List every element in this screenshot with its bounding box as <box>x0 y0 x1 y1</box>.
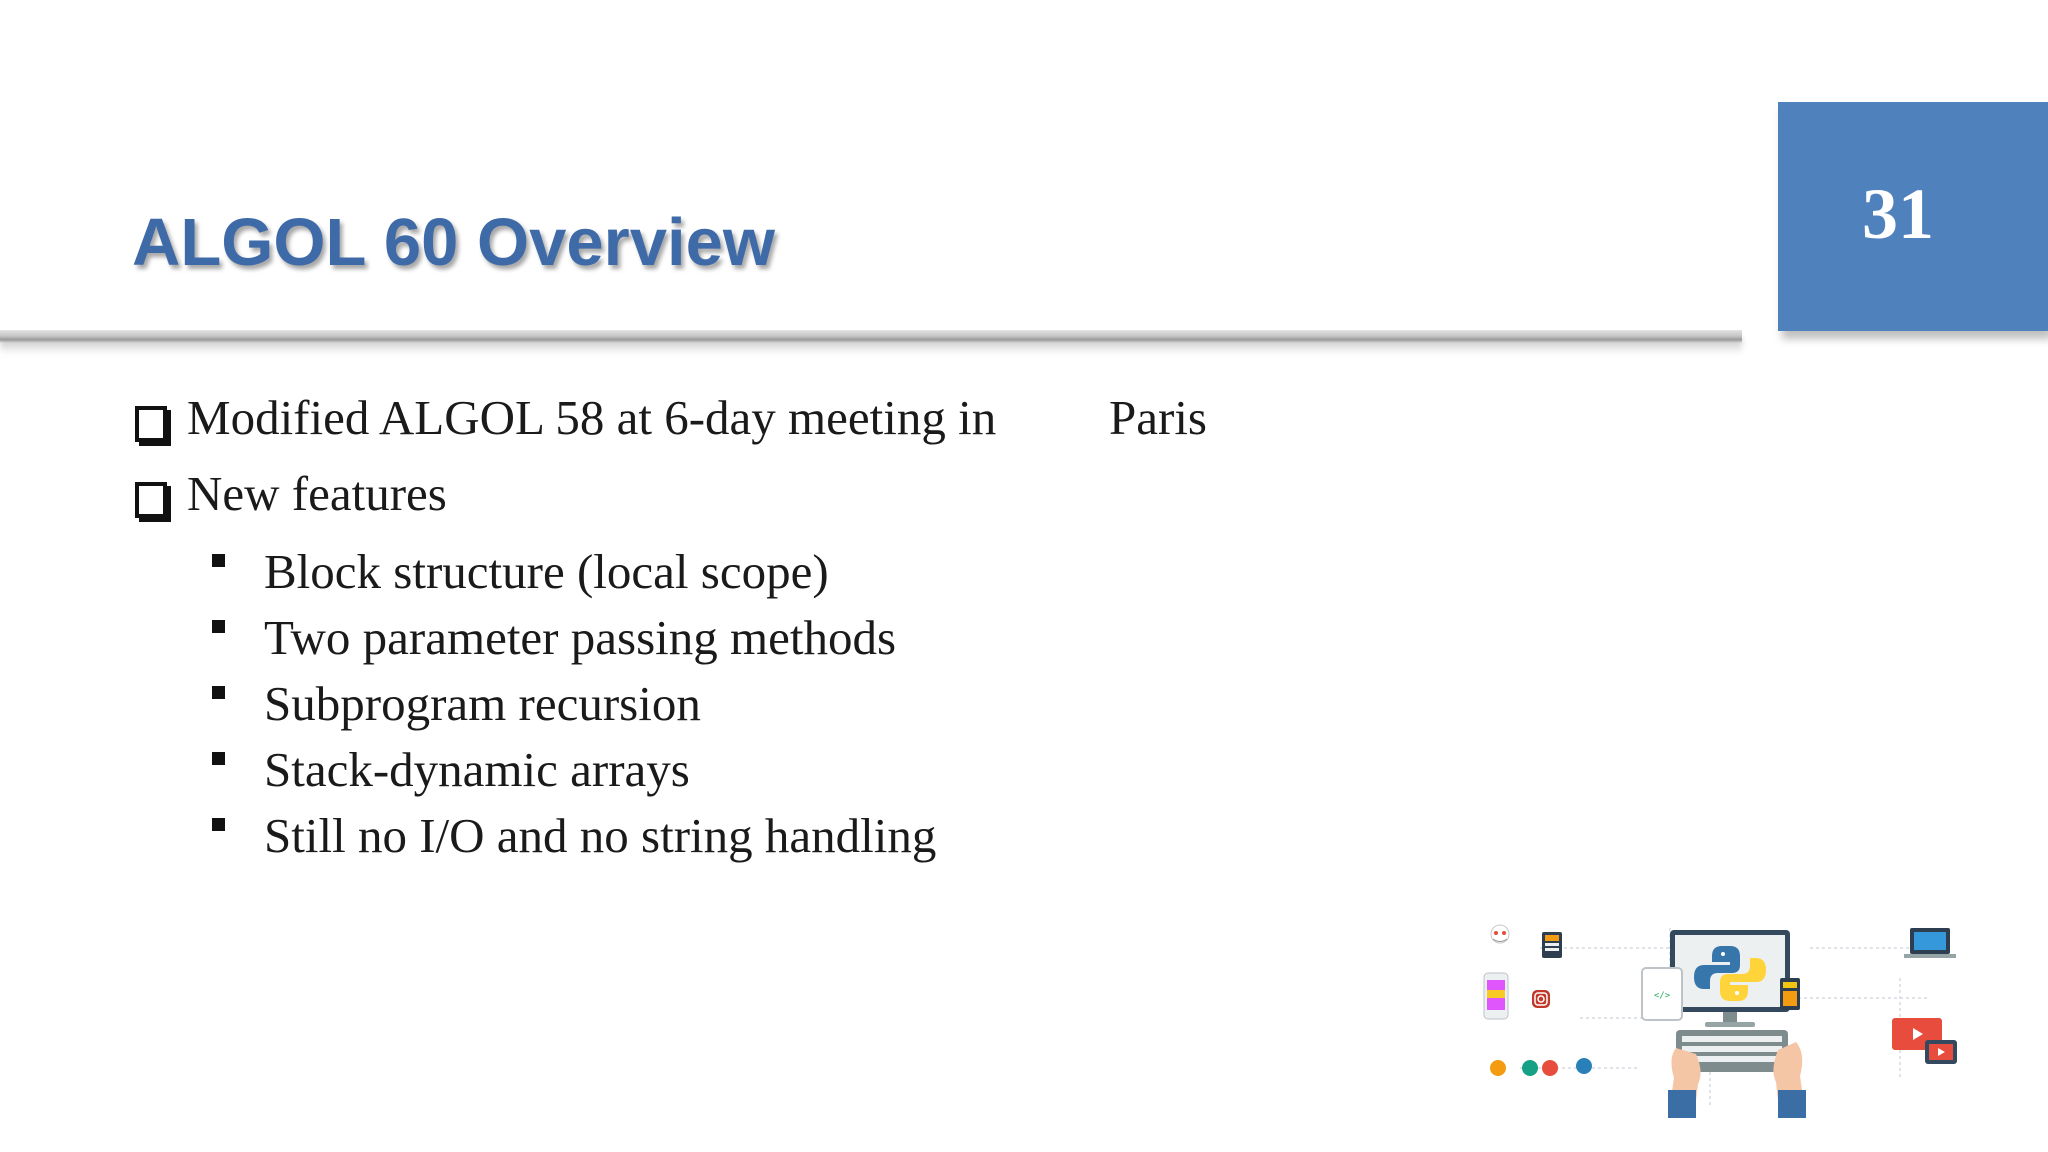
square-bullet-icon <box>212 752 225 765</box>
sub-bullet-text: Two parameter passing methods <box>264 610 897 665</box>
sub-bullet-text: Subprogram recursion <box>264 676 701 731</box>
slide-title: ALGOL 60 Overview <box>132 205 775 280</box>
sub-bullet-text: Block structure (local scope) <box>264 544 829 599</box>
laptop-icon <box>1904 928 1956 958</box>
sub-bullet-text: Still no I/O and no string handling <box>264 808 937 863</box>
user-avatar-icon <box>1491 925 1509 943</box>
bullet-text-trailing: Paris <box>1109 390 1207 445</box>
square-bullet-icon <box>212 686 225 699</box>
tablet-icon <box>1542 932 1562 958</box>
square-bullet-icon <box>212 818 225 831</box>
instagram-icon <box>1532 990 1550 1008</box>
svg-text:</>: </> <box>1653 991 1671 1001</box>
sub-bullet-text: Stack-dynamic arrays <box>264 742 690 797</box>
square-bullet-icon <box>212 620 225 633</box>
bullet-text: New features <box>187 466 447 521</box>
calculator-icon <box>1780 978 1800 1010</box>
user-avatar-icon <box>1490 1058 1592 1076</box>
programming-illustration <box>1480 918 1990 1118</box>
video-player-icon <box>1892 1018 1957 1064</box>
smartphone-icon <box>1484 973 1508 1019</box>
page-number: 31 <box>1862 174 1934 254</box>
bullet-text: Modified ALGOL 58 at 6-day meeting in <box>187 390 997 445</box>
code-window-icon <box>1642 968 1682 1020</box>
checkbox-bullet-icon <box>135 482 167 518</box>
square-bullet-icon <box>212 554 225 567</box>
checkbox-bullet-icon <box>135 406 167 442</box>
